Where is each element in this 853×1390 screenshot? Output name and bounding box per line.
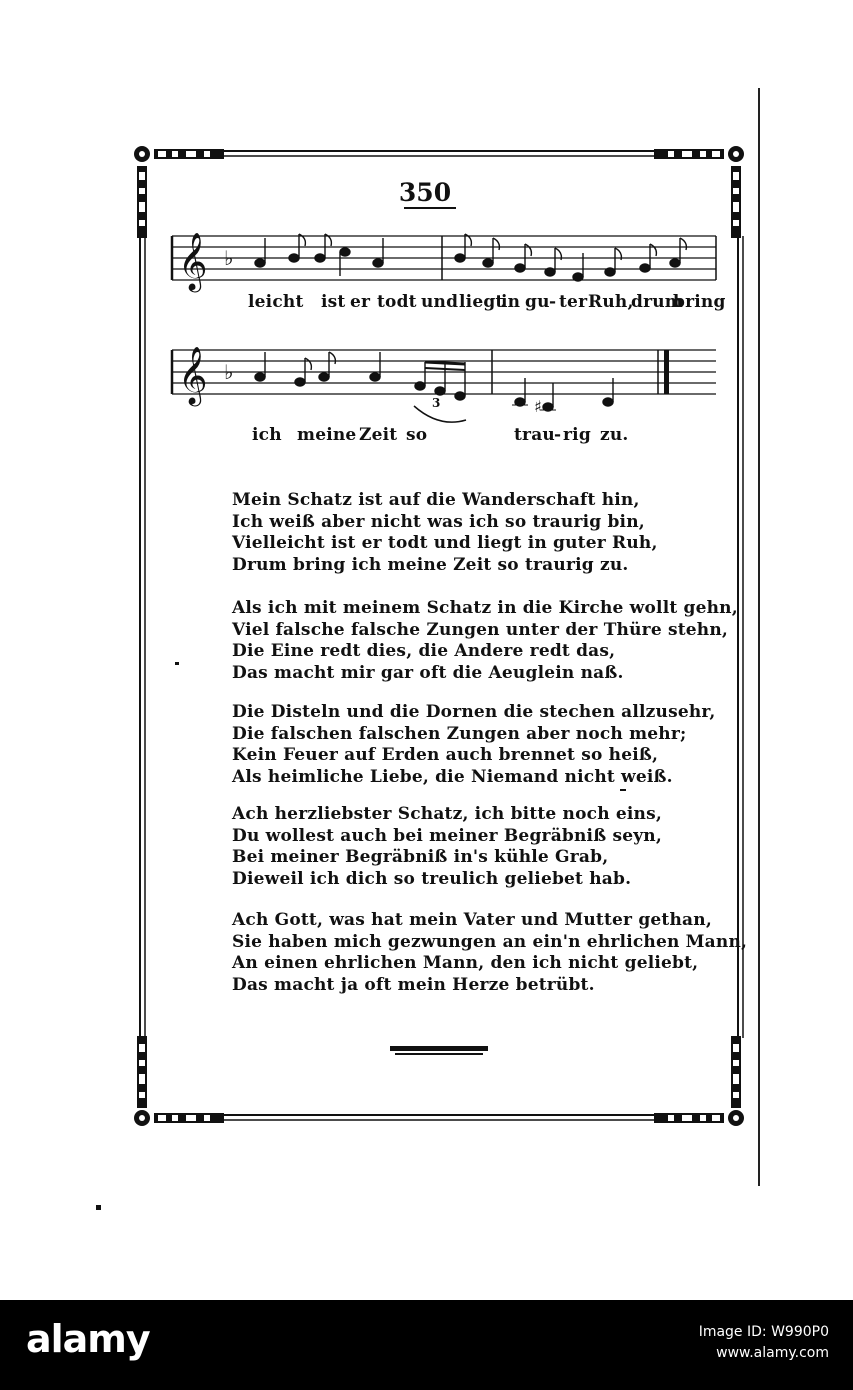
verse-line: Du wollest auch bei meiner Begräbniß seyn, bbox=[232, 825, 662, 846]
flat-sign-icon: ♭ bbox=[224, 360, 234, 384]
lyric-syllable: ter bbox=[559, 292, 588, 312]
music-staff-2 bbox=[170, 342, 720, 426]
stanza-5 bbox=[232, 910, 747, 996]
lyric-syllable: und bbox=[421, 292, 459, 312]
corner-ornament-bottom-left bbox=[128, 1032, 228, 1132]
stanza-1 bbox=[232, 490, 658, 576]
verse-line: Kein Feuer auf Erden auch brennet so heiß, bbox=[232, 745, 659, 765]
music-staff-1 bbox=[170, 228, 720, 300]
triplet-label: 3 bbox=[432, 396, 441, 410]
lyric-syllable: gu bbox=[525, 292, 550, 312]
page-edge-line bbox=[758, 88, 760, 1186]
end-rule bbox=[390, 1046, 488, 1051]
verse-line: Das macht mir gar oft die Aeuglein naß. bbox=[232, 662, 624, 683]
verse-line: Ich weiß aber nicht was ich so traurig bin, bbox=[232, 511, 645, 532]
verse-line: Die Disteln und die Dornen die stechen allzusehr, bbox=[232, 702, 716, 722]
flat-sign-icon: ♭ bbox=[224, 246, 234, 270]
ink-speck bbox=[96, 1205, 101, 1210]
lyric-syllable: meine bbox=[297, 425, 357, 445]
verse-line: An einen ehrlichen Mann, den ich nicht geliebt, bbox=[232, 953, 699, 973]
lyric-syllable: zu. bbox=[600, 425, 629, 445]
treble-clef-icon: 𝄞 bbox=[178, 232, 208, 290]
page-number-rule bbox=[404, 207, 456, 209]
verse-line: Vielleicht ist er todt und liegt in guter Ruh, bbox=[232, 533, 658, 553]
stanza-3 bbox=[232, 702, 715, 788]
verse-line: Viel falsche falsche Zungen unter der Thüre stehn, bbox=[232, 619, 729, 640]
page-number: 350 bbox=[398, 178, 452, 207]
footer-info bbox=[699, 1322, 829, 1364]
verse-line: Ach herzliebster Schatz, ich bitte noch eins, bbox=[232, 804, 663, 824]
verse-line: Sie haben mich gezwungen an ein'n ehrlichen Mann, bbox=[232, 931, 748, 952]
stanza-2 bbox=[232, 598, 738, 684]
lyric-syllable: ist bbox=[321, 292, 346, 312]
ink-speck bbox=[175, 662, 179, 665]
corner-ornament-top-left bbox=[128, 142, 228, 242]
verse-line: Das macht ja oft mein Herze betrübt. bbox=[232, 974, 595, 995]
lyric-syllable: drum bbox=[631, 292, 683, 312]
stanza-4 bbox=[232, 804, 662, 890]
corner-ornament-top-right bbox=[650, 142, 750, 242]
image-id-label: Image ID: W990P0 bbox=[698, 1324, 829, 1340]
brand-logo: alamy bbox=[26, 1317, 150, 1361]
verse-line: Die falschen falschen Zungen aber noch mehr; bbox=[232, 723, 687, 744]
lyric-syllable: in bbox=[501, 292, 521, 312]
verse-line: Mein Schatz ist auf die Wanderschaft hin, bbox=[232, 490, 640, 510]
verse-line: Als ich mit meinem Schatz in die Kirche wollt gehn, bbox=[232, 598, 738, 618]
verse-line: Ach Gott, was hat mein Vater und Mutter gethan, bbox=[232, 910, 712, 930]
verse-line: Bei meiner Begräbniß in's kühle Grab, bbox=[232, 847, 609, 867]
verse-line: Als heimliche Liebe, die Niemand nicht weiß. bbox=[232, 766, 673, 787]
corner-ornament-bottom-right bbox=[650, 1032, 750, 1132]
treble-clef-icon: 𝄞 bbox=[178, 346, 208, 404]
site-url: www.alamy.com bbox=[716, 1345, 829, 1361]
lyric-syllable: ich bbox=[252, 425, 282, 445]
lyric-syllable: liegt bbox=[459, 292, 504, 312]
verse-line: Dieweil ich dich so treulich geliebet hab. bbox=[232, 868, 632, 889]
verse-line: Drum bring ich meine Zeit so traurig zu. bbox=[232, 554, 629, 575]
lyric-syllable: bring bbox=[673, 292, 726, 312]
lyric-syllable: Zeit bbox=[359, 425, 398, 445]
lyric-syllable: so bbox=[406, 425, 428, 445]
verse-line: Die Eine redt dies, die Andere redt das, bbox=[232, 641, 616, 661]
lyric-hyphen: - bbox=[549, 292, 557, 312]
lyric-syllable: trau bbox=[514, 425, 555, 445]
ink-speck bbox=[620, 789, 626, 791]
lyric-syllable: Ruh, bbox=[588, 292, 634, 312]
lyric-syllable: rig bbox=[563, 425, 591, 445]
end-rule-thin bbox=[395, 1053, 483, 1055]
sharp-sign-icon: ♯ bbox=[534, 397, 542, 416]
lyric-hyphen: - bbox=[554, 425, 562, 445]
lyric-syllable: leicht bbox=[248, 292, 304, 312]
lyric-syllable: todt bbox=[377, 292, 417, 312]
lyric-syllable: er bbox=[350, 292, 371, 312]
